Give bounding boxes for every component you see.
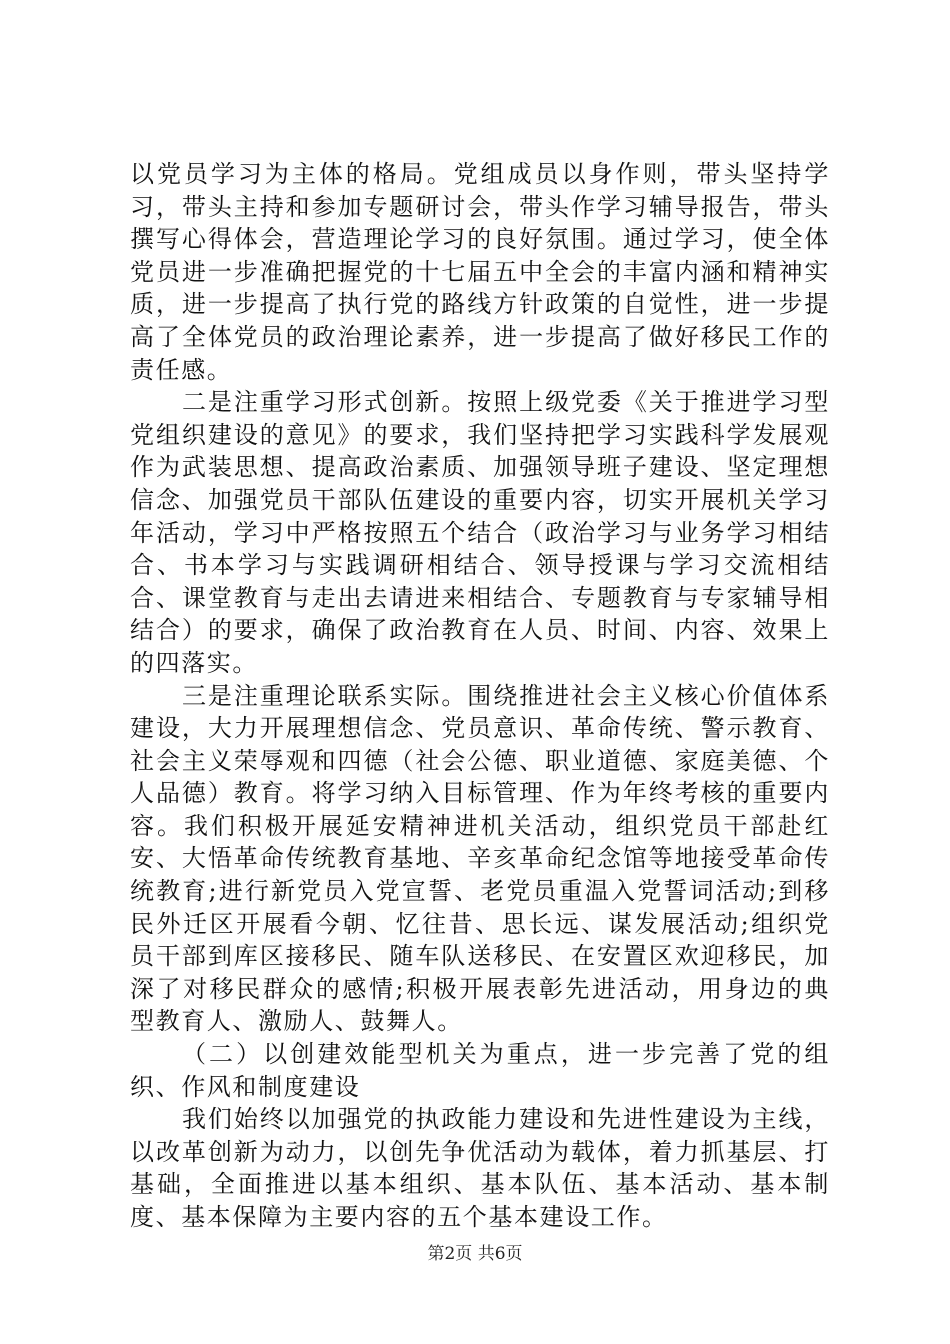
paragraph-continuation: 以党员学习为主体的格局。党组成员以身作则，带头坚持学习，带头主持和参加专题研讨会，带头作学习辅导报告，带头撰写心得体会，营造理论学习的良好氛围。通过学习，使全体党员进一步准确把握党的十七届五中全会的丰富内涵和精神实质，进一步提高了执行党的路线方针政策的自觉性，进一步提高了全体党员的政治理论素养，进一步提高了做好移民工作的责任感。 — [130, 160, 830, 384]
paragraph-learning-form: 二是注重学习形式创新。按照上级党委《关于推进学习型党组织建设的意见》的要求，我们坚持把学习实践科学发展观作为武装思想、提高政治素质、加强领导班子建设、坚定理想信念、加强党员干部队伍建设的重要内容，切实开展机关学习年活动，学习中严格按照五个结合（政治学习与业务学习相结合、书本学习与实践调研相结合、领导授课与学习交流相结合、课堂教育与走出去请进来相结合、专题教育与专家辅导相结合）的要求，确保了政治教育在人员、时间、内容、效果上的四落实。 — [130, 388, 830, 677]
section-heading: （二）以创建效能型机关为重点，进一步完善了党的组织、作风和制度建设 — [130, 1040, 830, 1101]
document-body — [130, 158, 830, 1234]
paragraph-five-basics: 我们始终以加强党的执政能力建设和先进性建设为主线，以改革创新为动力，以创先争优活动为载体，着力抓基层、打基础，全面推进以基本组织、基本队伍、基本活动、基本制度、基本保障为主要内容的五个基本建设工作。 — [130, 1105, 830, 1231]
paragraph-theory-practice: 三是注重理论联系实际。围绕推进社会主义核心价值体系建设，大力开展理想信念、党员意识、革命传统、警示教育、社会主义荣辱观和四德（社会公德、职业道德、家庭美德、个人品德）教育。将学习纳入目标管理、作为年终考核的重要内容。我们积极开展延安精神进机关活动，组织党员干部赴红安、大悟革命传统教育基地、辛亥革命纪念馆等地接受革命传统教育;进行新党员入党宣誓、老党员重温入党誓词活动;到移民外迁区开展看今朝、忆往昔、思长远、谋发展活动;组织党员干部到库区接移民、随车队送移民、在安置区欢迎移民，加深了对移民群众的感情;积极开展表彰先进活动，用身边的典型教育人、激励人、鼓舞人。 — [130, 681, 830, 1036]
page-number-footer: 第2页 共6页 — [427, 1244, 523, 1264]
